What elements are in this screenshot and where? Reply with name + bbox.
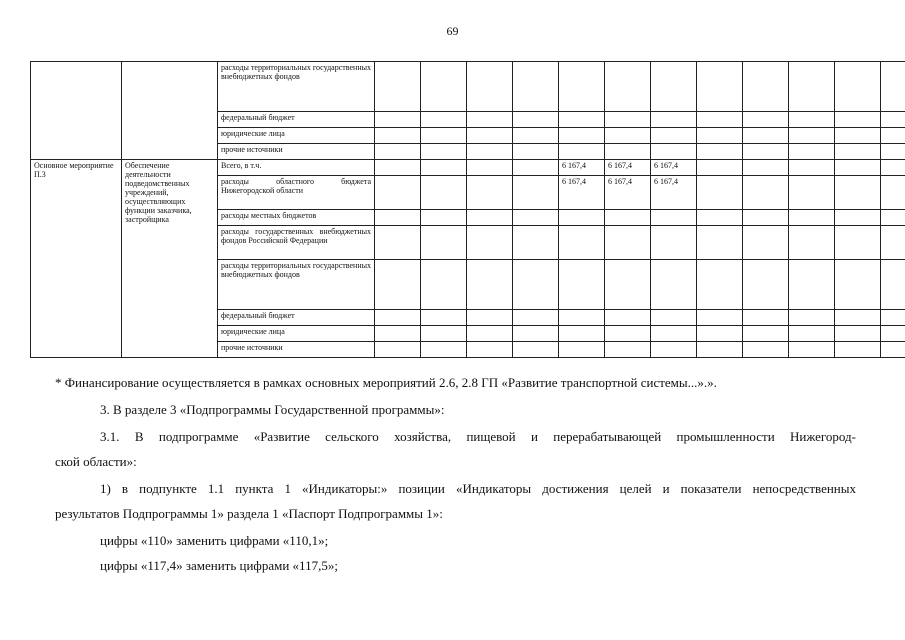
value-cell: [835, 144, 881, 160]
value-cell: [743, 210, 789, 226]
value-cell: [881, 128, 905, 144]
value-cell: [467, 342, 513, 358]
value-cell: [881, 112, 905, 128]
value-cell: [559, 326, 605, 342]
value-cell: [375, 128, 421, 144]
funding-source-cell: расходы территориальных государственных внебюджетных фондов: [218, 260, 375, 310]
value-cell: [881, 160, 905, 176]
value-cell: [835, 128, 881, 144]
value-cell: [375, 160, 421, 176]
value-cell: [559, 112, 605, 128]
value-cell: [697, 144, 743, 160]
value-cell: [605, 144, 651, 160]
value-cell: [513, 226, 559, 260]
value-cell: [375, 144, 421, 160]
replacement-line-1: цифры «110» заменить цифрами «110,1»;: [100, 533, 329, 548]
value-cell: [789, 310, 835, 326]
value-cell: [881, 326, 905, 342]
value-cell: [421, 62, 467, 112]
value-cell: [467, 326, 513, 342]
value-cell: [789, 160, 835, 176]
paragraph-item-1-line-1: 1) в подпункте 1.1 пункта 1 «Индикаторы:» позиции «Индикаторы достижения целей и показатели непосредственных: [100, 481, 856, 496]
value-cell: [605, 226, 651, 260]
value-cell: [743, 342, 789, 358]
value-cell: [559, 210, 605, 226]
table-row: [31, 160, 905, 176]
value-cell: [743, 160, 789, 176]
funding-source-cell: федеральный бюджет: [218, 310, 375, 326]
value-cell: 6 167,4: [605, 176, 651, 210]
value-cell: [375, 176, 421, 210]
paragraph-3-1-line-1: 3.1. В подпрограмме «Развитие сельского хозяйства, пищевой и перерабатывающей промышленности Нижегород-: [100, 429, 856, 444]
value-cell: [559, 226, 605, 260]
value-cell: [881, 144, 905, 160]
value-cell: [559, 144, 605, 160]
value-cell: [835, 62, 881, 112]
value-cell: [375, 260, 421, 310]
value-cell: [421, 160, 467, 176]
funding-source-cell: прочие источники: [218, 342, 375, 358]
value-cell: [513, 326, 559, 342]
value-cell: [467, 310, 513, 326]
value-cell: [789, 260, 835, 310]
value-cell: [835, 112, 881, 128]
value-cell: [467, 210, 513, 226]
value-cell: [421, 226, 467, 260]
value-cell: [421, 210, 467, 226]
value-cell: [467, 128, 513, 144]
value-cell: [651, 342, 697, 358]
value-cell: [513, 342, 559, 358]
value-cell: [375, 112, 421, 128]
value-cell: [467, 226, 513, 260]
funding-source-cell: федеральный бюджет: [218, 112, 375, 128]
funding-source-cell: Всего, в т.ч.: [218, 160, 375, 176]
value-cell: [697, 112, 743, 128]
value-cell: 6 167,4: [559, 160, 605, 176]
value-cell: [881, 342, 905, 358]
value-cell: [651, 144, 697, 160]
value-cell: [513, 260, 559, 310]
footnote: * Финансирование осуществляется в рамках основных мероприятий 2.6, 2.8 ГП «Развитие транспортной системы...».».: [55, 375, 717, 390]
value-cell: [513, 210, 559, 226]
value-cell: [513, 112, 559, 128]
value-cell: [421, 326, 467, 342]
name-cell-continued: [122, 62, 218, 160]
value-cell: [421, 310, 467, 326]
value-cell: [835, 210, 881, 226]
event-cell: Основное мероприятие П.3: [31, 160, 122, 358]
value-cell: [789, 226, 835, 260]
funding-source-cell: прочие источники: [218, 144, 375, 160]
value-cell: [651, 260, 697, 310]
value-cell: [651, 128, 697, 144]
value-cell: [835, 160, 881, 176]
value-cell: [605, 210, 651, 226]
value-cell: [789, 62, 835, 112]
value-cell: [789, 176, 835, 210]
value-cell: [467, 260, 513, 310]
value-cell: [789, 342, 835, 358]
event-name-cell: Обеспечение деятельности подведомственных учреждений, осуществляющих функции заказчика, застройщика: [122, 160, 218, 358]
value-cell: [467, 62, 513, 112]
financing-table: [30, 61, 905, 358]
value-cell: [605, 310, 651, 326]
value-cell: [375, 342, 421, 358]
value-cell: [743, 112, 789, 128]
paragraph-section-3: 3. В разделе 3 «Подпрограммы Государственной программы»:: [100, 402, 445, 417]
value-cell: [835, 176, 881, 210]
event-cell-continued: [31, 62, 122, 160]
value-cell: [513, 128, 559, 144]
value-cell: [789, 144, 835, 160]
value-cell: [697, 342, 743, 358]
value-cell: 6 167,4: [651, 160, 697, 176]
value-cell: [697, 210, 743, 226]
value-cell: [743, 260, 789, 310]
value-cell: [835, 260, 881, 310]
value-cell: 6 167,4: [651, 176, 697, 210]
value-cell: [605, 260, 651, 310]
value-cell: [697, 176, 743, 210]
value-cell: [651, 112, 697, 128]
value-cell: [789, 210, 835, 226]
value-cell: [467, 112, 513, 128]
value-cell: [651, 210, 697, 226]
value-cell: [697, 62, 743, 112]
funding-source-cell: расходы территориальных государственных внебюджетных фондов: [218, 62, 375, 112]
value-cell: [513, 144, 559, 160]
value-cell: [881, 210, 905, 226]
value-cell: [697, 226, 743, 260]
value-cell: [559, 128, 605, 144]
funding-source-cell: расходы государственных внебюджетных фондов Российской Федерации: [218, 226, 375, 260]
value-cell: [605, 326, 651, 342]
value-cell: [559, 62, 605, 112]
value-cell: [697, 310, 743, 326]
value-cell: [513, 310, 559, 326]
value-cell: [421, 144, 467, 160]
value-cell: [651, 326, 697, 342]
value-cell: [743, 144, 789, 160]
value-cell: [835, 342, 881, 358]
value-cell: [697, 260, 743, 310]
funding-source-cell: юридические лица: [218, 128, 375, 144]
paragraph-item-1-line-2: результатов Подпрограммы 1» раздела 1 «Паспорт Подпрограммы 1»:: [55, 506, 443, 521]
value-cell: [467, 160, 513, 176]
value-cell: [743, 176, 789, 210]
value-cell: [375, 62, 421, 112]
value-cell: [651, 310, 697, 326]
value-cell: [697, 128, 743, 144]
value-cell: [881, 176, 905, 210]
value-cell: [881, 226, 905, 260]
funding-source-cell: расходы областного бюджета Нижегородской области: [218, 176, 375, 210]
value-cell: [421, 128, 467, 144]
value-cell: [651, 226, 697, 260]
value-cell: [559, 310, 605, 326]
value-cell: [835, 226, 881, 260]
value-cell: [421, 176, 467, 210]
value-cell: [697, 326, 743, 342]
value-cell: [789, 128, 835, 144]
value-cell: [881, 310, 905, 326]
value-cell: [697, 160, 743, 176]
page-number: 69: [446, 24, 459, 38]
value-cell: 6 167,4: [605, 160, 651, 176]
value-cell: [421, 112, 467, 128]
value-cell: [513, 160, 559, 176]
funding-source-cell: юридические лица: [218, 326, 375, 342]
value-cell: [513, 62, 559, 112]
value-cell: [835, 310, 881, 326]
funding-source-cell: расходы местных бюджетов: [218, 210, 375, 226]
table-row: [31, 62, 905, 112]
value-cell: [513, 176, 559, 210]
value-cell: [421, 260, 467, 310]
value-cell: [835, 326, 881, 342]
value-cell: [881, 62, 905, 112]
value-cell: 6 167,4: [559, 176, 605, 210]
value-cell: [375, 310, 421, 326]
value-cell: [743, 128, 789, 144]
value-cell: [789, 326, 835, 342]
value-cell: [559, 260, 605, 310]
value-cell: [743, 226, 789, 260]
value-cell: [651, 62, 697, 112]
value-cell: [467, 176, 513, 210]
paragraph-3-1-line-2: ской области»:: [55, 454, 137, 469]
value-cell: [789, 112, 835, 128]
value-cell: [421, 342, 467, 358]
value-cell: [743, 310, 789, 326]
value-cell: [467, 144, 513, 160]
value-cell: [375, 226, 421, 260]
value-cell: [375, 210, 421, 226]
value-cell: [559, 342, 605, 358]
value-cell: [605, 342, 651, 358]
value-cell: [375, 326, 421, 342]
value-cell: [881, 260, 905, 310]
value-cell: [605, 112, 651, 128]
value-cell: [605, 128, 651, 144]
value-cell: [743, 62, 789, 112]
replacement-line-2: цифры «117,4» заменить цифрами «117,5»;: [100, 558, 338, 573]
value-cell: [605, 62, 651, 112]
value-cell: [743, 326, 789, 342]
